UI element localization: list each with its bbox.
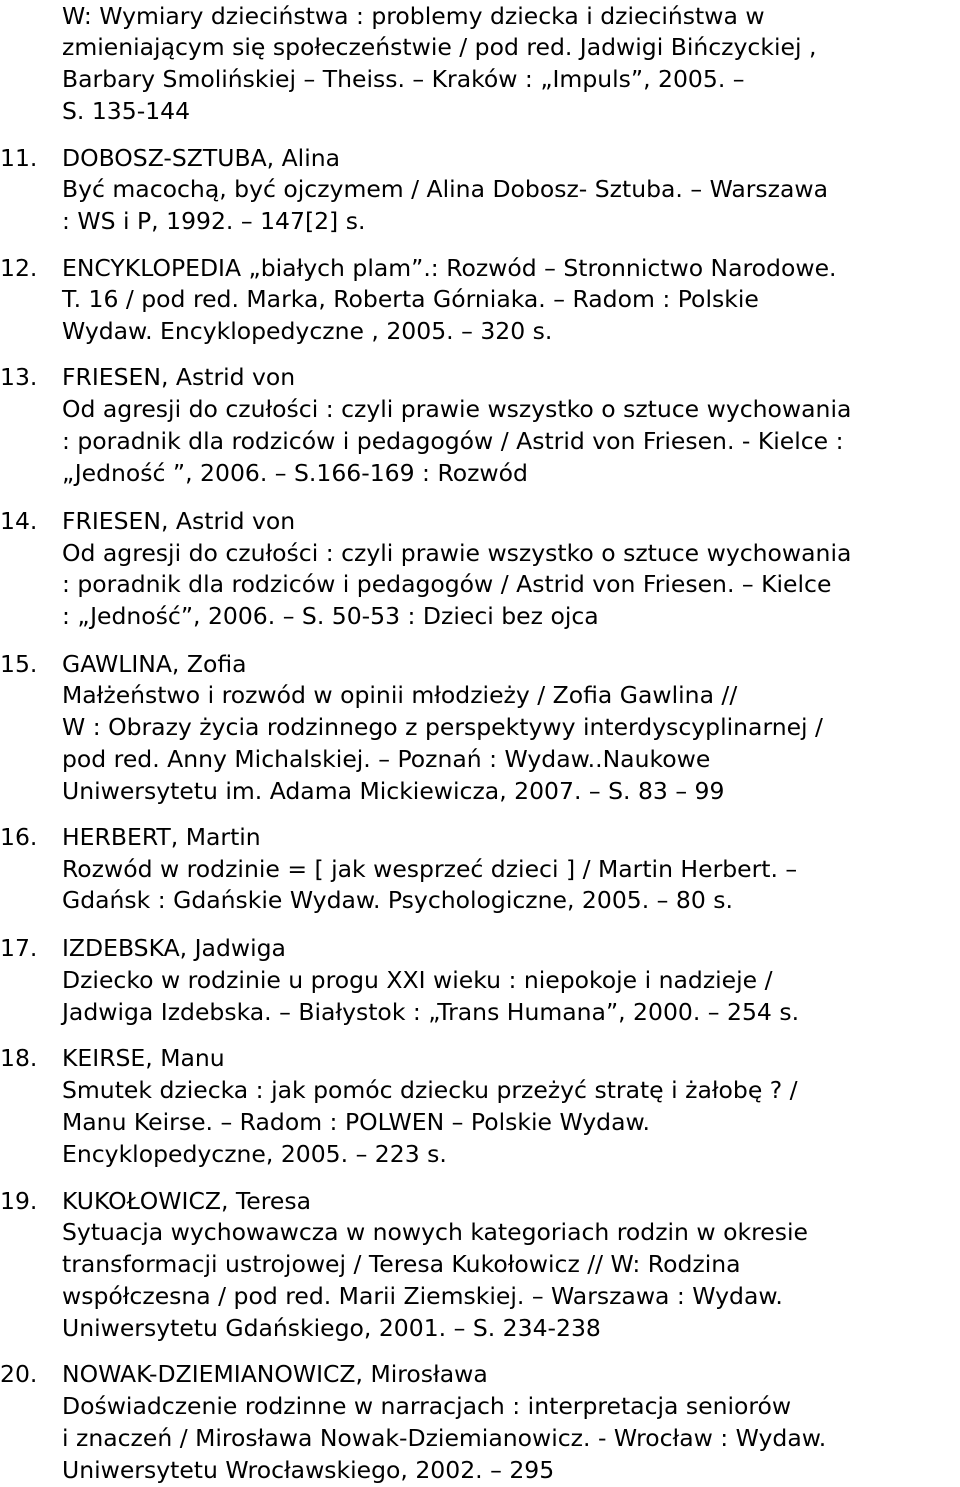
entry-text-line: Od agresji do czułości : czyli prawie wszystko o sztuce wychowania: [62, 539, 852, 567]
entry-author: NOWAK-DZIEMIANOWICZ, Mirosława: [62, 1360, 488, 1388]
entry-text-line: „Jedność ”, 2006. – S.166-169 : Rozwód: [62, 459, 528, 487]
entry-text-line: : WS i P, 1992. – 147[2] s.: [62, 207, 366, 235]
entry-text-line: : poradnik dla rodziców i pedagogów / Astrid von Friesen. - Kielce :: [62, 427, 844, 455]
entry-author: DOBOSZ-SZTUBA, Alina: [62, 144, 341, 172]
entry-text-line: Uniwersytetu im. Adama Mickiewicza, 2007. – S. 83 – 99: [62, 777, 725, 805]
entry-text-line: Jadwiga Izdebska. – Białystok : „Trans Humana”, 2000. – 254 s.: [62, 998, 800, 1026]
entry-text-line: i znaczeń / Mirosława Nowak-Dziemianowicz. - Wrocław : Wydaw.: [62, 1424, 827, 1452]
entry-number: 15.: [0, 650, 38, 678]
entry-number: 18.: [0, 1044, 38, 1072]
entry-text-line: Być macochą, być ojczymem / Alina Dobosz- Sztuba. – Warszawa: [62, 175, 828, 203]
entry-text-line: W: Wymiary dzieciństwa : problemy dziecka i dzieciństwa w: [62, 2, 765, 30]
entry-text-line: Barbary Smolińskiej – Theiss. – Kraków : „Impuls”, 2005. –: [62, 65, 745, 93]
entry-author: IZDEBSKA, Jadwiga: [62, 934, 286, 962]
entry-text-line: Od agresji do czułości : czyli prawie wszystko o sztuce wychowania: [62, 395, 852, 423]
entry-text-line: transformacji ustrojowej / Teresa Kukołowicz // W: Rodzina: [62, 1250, 741, 1278]
entry-text-line: Doświadczenie rodzinne w narracjach : interpretacja seniorów: [62, 1392, 792, 1420]
entry-text-line: Małżeństwo i rozwód w opinii młodzieży / Zofia Gawlina //: [62, 681, 738, 709]
entry-author: FRIESEN, Astrid von: [62, 363, 296, 391]
entry-text-line: Manu Keirse. – Radom : POLWEN – Polskie Wydaw.: [62, 1108, 651, 1136]
entry-number: 17.: [0, 934, 38, 962]
entry-text-line: Uniwersytetu Gdańskiego, 2001. – S. 234-238: [62, 1314, 601, 1342]
entry-text-line: współczesna / pod red. Marii Ziemskiej. – Warszawa : Wydaw.: [62, 1282, 783, 1310]
entry-text-line: T. 16 / pod red. Marka, Roberta Górniaka. – Radom : Polskie: [62, 285, 759, 313]
entry-text-line: Encyklopedyczne, 2005. – 223 s.: [62, 1140, 447, 1168]
entry-text-line: : „Jedność”, 2006. – S. 50-53 : Dzieci bez ojca: [62, 602, 599, 630]
entry-text-line: zmieniającym się społeczeństwie / pod red. Jadwigi Bińczyckiej ,: [62, 33, 817, 61]
entry-text-line: Wydaw. Encyklopedyczne , 2005. – 320 s.: [62, 317, 553, 345]
entry-author: GAWLINA, Zofia: [62, 650, 247, 678]
entry-author: FRIESEN, Astrid von: [62, 507, 296, 535]
entry-number: 19.: [0, 1187, 38, 1215]
entry-number: 20.: [0, 1360, 38, 1388]
entry-text-line: Uniwersytetu Wrocławskiego, 2002. – 295: [62, 1456, 555, 1484]
entry-author: ENCYKLOPEDIA „białych plam”.: Rozwód – Stronnictwo Narodowe.: [62, 254, 837, 282]
entry-text-line: Gdańsk : Gdańskie Wydaw. Psychologiczne, 2005. – 80 s.: [62, 886, 733, 914]
entry-author: HERBERT, Martin: [62, 823, 261, 851]
entry-text-line: pod red. Anny Michalskiej. – Poznań : Wydaw..Naukowe: [62, 745, 711, 773]
entry-number: 16.: [0, 823, 38, 851]
entry-text-line: Dziecko w rodzinie u progu XXI wieku : niepokoje i nadzieje /: [62, 966, 773, 994]
entry-number: 12.: [0, 254, 38, 282]
entry-text-line: Sytuacja wychowawcza w nowych kategoriach rodzin w okresie: [62, 1218, 808, 1246]
entry-text-line: Rozwód w rodzinie = [ jak wesprzeć dzieci ] / Martin Herbert. –: [62, 855, 798, 883]
entry-text-line: Smutek dziecka : jak pomóc dziecku przeżyć stratę i żałobę ? /: [62, 1076, 798, 1104]
entry-text-line: S. 135-144: [62, 97, 191, 125]
entry-number: 11.: [0, 144, 38, 172]
entry-author: KEIRSE, Manu: [62, 1044, 225, 1072]
entry-author: KUKOŁOWICZ, Teresa: [62, 1187, 311, 1215]
entry-number: 13.: [0, 363, 38, 391]
entry-text-line: W : Obrazy życia rodzinnego z perspektywy interdyscyplinarnej /: [62, 713, 823, 741]
entry-number: 14.: [0, 507, 38, 535]
entry-text-line: : poradnik dla rodziców i pedagogów / Astrid von Friesen. – Kielce: [62, 570, 832, 598]
